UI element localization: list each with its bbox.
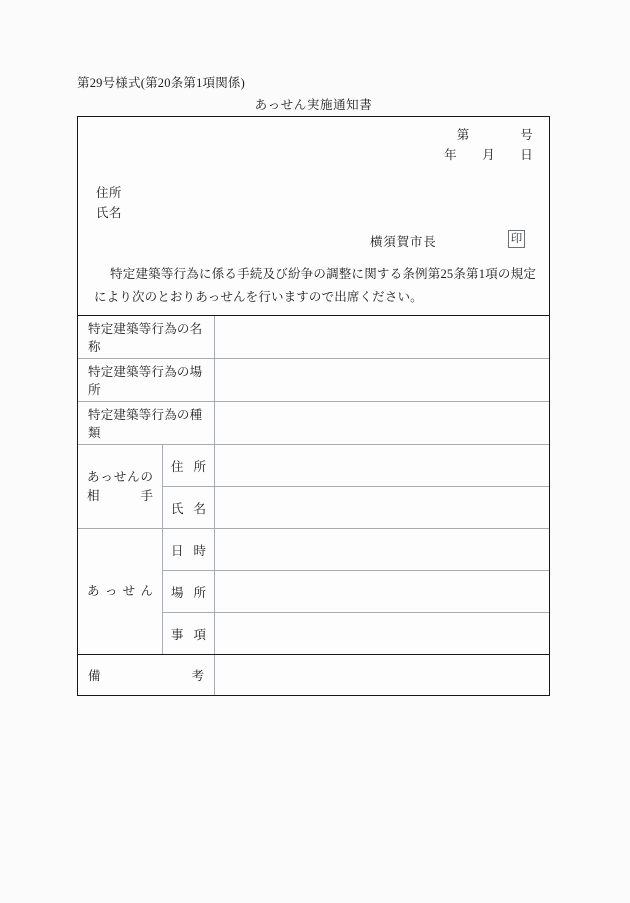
counterparty-label-char-7: 手 (140, 488, 153, 503)
mediation-label-char-4: ん (140, 584, 153, 598)
counterparty-label-char-5: の (140, 469, 153, 484)
mediation-label-line (87, 582, 153, 601)
mediation-datetime-label-char-1: 日 (171, 543, 184, 558)
mediation-label-char-3: せ (122, 584, 136, 598)
notice-body-text (94, 263, 536, 309)
row-label-location: 特定建築等行為の場所 (78, 359, 215, 401)
table-row (163, 571, 549, 613)
mediation-group (78, 529, 549, 655)
counterparty-label-char-1: あ (87, 469, 100, 484)
mediation-place-value[interactable] (215, 571, 549, 612)
table-row (163, 487, 549, 528)
mediation-datetime-label (163, 529, 215, 570)
row-value-type[interactable] (215, 402, 549, 444)
counterparty-group (78, 445, 549, 529)
mediation-matter-value[interactable] (215, 613, 549, 654)
row-value-location[interactable] (215, 359, 549, 401)
counterparty-group-label (78, 445, 163, 528)
counterparty-address-value[interactable] (215, 445, 549, 486)
table-row (78, 655, 549, 695)
counterparty-name-label-char-1: 氏 (171, 501, 184, 516)
table-row (163, 613, 549, 654)
mediation-place-label (163, 571, 215, 612)
particulars-table (78, 315, 549, 695)
counterparty-address-label-char-1: 住 (171, 459, 184, 474)
address-label: 住所 (96, 186, 122, 200)
form-number: 第29号様式(第20条第1項関係) (77, 76, 245, 90)
row-value-name[interactable] (215, 316, 549, 358)
mediation-group-label (78, 529, 163, 654)
counterparty-name-label (163, 487, 215, 528)
row-label-name: 特定建築等行為の名称 (78, 316, 215, 358)
document-title: あっせん実施通知書 (254, 98, 373, 112)
issuer-name: 横須賀市長 (370, 235, 437, 249)
mediation-matter-label-char-2: 項 (193, 627, 206, 642)
issuer-row (78, 230, 549, 254)
document-number: 第 号 (456, 128, 533, 142)
counterparty-name-value[interactable] (215, 487, 549, 528)
table-row (78, 402, 549, 445)
notice-header-section (78, 117, 549, 315)
mediation-matter-label-char-1: 事 (171, 627, 184, 642)
counterparty-label-line1 (87, 468, 153, 487)
counterparty-name-label-char-2: 名 (193, 501, 206, 516)
document-date: 年 月 日 (444, 148, 533, 162)
row-label-type: 特定建築等行為の種類 (78, 402, 215, 444)
counterparty-label-char-3: せ (113, 469, 127, 484)
table-row (163, 529, 549, 571)
remarks-value[interactable] (215, 655, 549, 695)
table-row (163, 445, 549, 487)
mediation-place-label-char-2: 所 (193, 585, 206, 600)
mediation-datetime-value[interactable] (215, 529, 549, 570)
name-label: 氏名 (96, 206, 122, 220)
remarks-label-char-1: 備 (88, 669, 101, 683)
remarks-label-char-2: 考 (191, 669, 204, 683)
counterparty-label-line2 (87, 487, 153, 506)
table-row (78, 316, 549, 359)
mediation-datetime-label-char-2: 時 (193, 543, 206, 558)
counterparty-subrows (163, 445, 549, 528)
table-row (78, 359, 549, 402)
mediation-label-char-2: っ (104, 584, 118, 598)
counterparty-label-char-2: っ (100, 469, 113, 484)
mediation-matter-label (163, 613, 215, 654)
seal-icon: 印 (508, 230, 525, 248)
notice-form-box (77, 116, 550, 696)
counterparty-label-char-4: ん (127, 469, 140, 484)
counterparty-label-char-6: 相 (87, 488, 100, 503)
addressee-block (96, 183, 122, 223)
mediation-label-char-1: あ (87, 584, 100, 598)
mediation-subrows (163, 529, 549, 654)
counterparty-address-label (163, 445, 215, 486)
remarks-label (78, 655, 215, 695)
counterparty-address-label-char-2: 所 (193, 459, 206, 474)
mediation-place-label-char-1: 場 (171, 585, 184, 600)
notice-body-sentence: 特定建築等行為に係る手続及び紛争の調整に関する条例第25条第1項の規定により次のとおりあっせんを行いますので出席ください。 (94, 267, 536, 304)
